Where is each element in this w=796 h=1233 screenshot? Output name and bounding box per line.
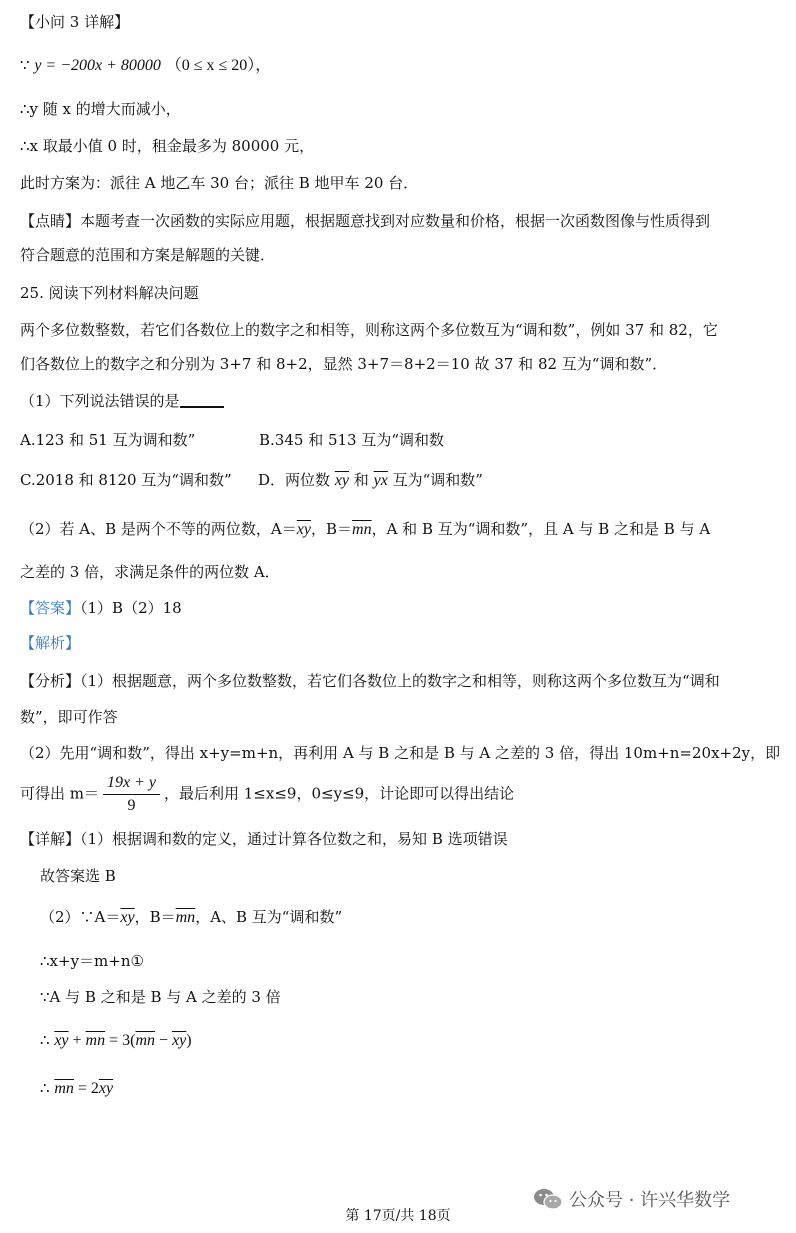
part-1-question (20, 390, 224, 412)
fraction-denominator: 9 (127, 797, 136, 814)
overline-yx: $\overline{yx}$ (373, 472, 388, 489)
answer-tag: 【答案】 (20, 599, 81, 617)
option-c: C.2018 和 8120 互为“调和数” (20, 471, 232, 489)
overline-mn: $\overline{mn}$ (175, 909, 196, 926)
overline-mn: $\overline{mn}$ (135, 1032, 156, 1049)
detail-text-2: ，B＝ (134, 908, 176, 926)
overline-xy: $\overline{xy}$ (54, 1032, 69, 1049)
analysis-text-1: 可得出 m＝ (20, 784, 99, 803)
fraction (103, 772, 160, 817)
equation-line-1 (40, 1029, 192, 1052)
overline-xy: $\overline{xy}$ (172, 1032, 187, 1049)
detail-text-3: ，A、B 互为“调和数” (195, 908, 343, 926)
analysis-line-4 (20, 772, 514, 817)
detail-line-2: 故答案选 B (40, 867, 116, 885)
minus-sign: − (155, 1032, 173, 1049)
part-2-question-line-1 (20, 518, 710, 541)
detail-line-4: ∴x+y＝m+n① (40, 952, 144, 970)
part-2-text-1: （2）若 A、B 是两个不等的两位数，A＝ (20, 520, 297, 538)
analysis-line-2: 数”，即可作答 (20, 708, 118, 726)
function-line (20, 54, 271, 77)
part-2-text-2: ，B＝ (310, 520, 353, 538)
option-a: A.123 和 51 互为调和数” (20, 431, 196, 449)
min-value-line: ∴x 取最小值 0 时，租金最多为 80000 元， (20, 137, 315, 155)
subquestion-3-heading: 【小问 3 详解】 (20, 13, 130, 31)
monotonic-line: ∴y 随 x 的增大而减小， (20, 100, 181, 118)
answer-text: （1）B（2）18 (80, 599, 182, 617)
question-25-title: 25. 阅读下列材料解决问题 (20, 284, 199, 302)
analysis-line-1: 【分析】（1）根据题意，两个多位数整数，若它们各数位上的数字之和相等，则称这两个多位数互为“调和 (20, 672, 720, 690)
equation-line-2 (40, 1077, 113, 1100)
therefore-symbol: ∴ (40, 1031, 55, 1049)
part-2-text-3: ，A 和 B 互为“调和数”，且 A 与 B 之和是 B 与 A (371, 520, 711, 538)
overline-xy: $\overline{xy}$ (296, 521, 311, 538)
detail-line-3 (40, 906, 342, 929)
overline-mn: $\overline{mn}$ (352, 521, 372, 538)
plan-line: 此时方案为：派往 A 地乙车 30 台；派往 B 地甲车 20 台． (20, 174, 419, 192)
fraction-numerator: 19x + y (103, 772, 160, 795)
detail-line-1: 【详解】（1）根据调和数的定义，通过计算各位数之和，易知 B 选项错误 (20, 830, 508, 848)
page-footer: 第 17页/共 18页 (345, 1208, 451, 1224)
function-range: （0 ≤ x ≤ 20）， (165, 57, 272, 74)
comment-line-2: 符合题意的范围和方案是解题的关键． (20, 246, 276, 264)
overline-xy: $\overline{xy}$ (334, 472, 350, 489)
analysis-line-3: （2）先用“调和数”，得出 x+y=m+n，再利用 A 与 B 之和是 B 与 A 之差的 3 倍，得出 10m+n=20x+2y，即 (20, 744, 781, 762)
analysis-tag: 【解析】 (20, 634, 81, 652)
answer-blank (180, 392, 224, 408)
overline-mn: $\overline{mn}$ (54, 1080, 74, 1097)
equals-three: = 3( (105, 1032, 136, 1049)
part-2-question-line-2: 之差的 3 倍，求满足条件的两位数 A． (20, 563, 280, 581)
function-formula: y = −200x + 80000 (34, 57, 161, 74)
plus-sign: + (68, 1032, 86, 1049)
analysis-text-2: ，最后利用 1≤x≤9，0≤y≤9，计论即可以得出结论 (164, 784, 515, 803)
option-b: B.345 和 513 互为“调和数 (259, 431, 445, 449)
material-line-2: 们各数位上的数字之和分别为 3+7 和 8+2，显然 3+7＝8+2＝10 故 37 和 82 互为“调和数”． (20, 355, 668, 373)
material-line-1: 两个多位数整数，若它们各数位上的数字之和相等，则称这两个多位数互为“调和数”，例如 37 和 82，它 (20, 321, 718, 339)
equals-two: = 2 (73, 1080, 99, 1097)
detail-line-5: ∵A 与 B 之和是 B 与 A 之差的 3 倍 (40, 988, 281, 1006)
option-d (258, 469, 483, 492)
answer-line (20, 597, 182, 619)
because-symbol: ∵ (20, 56, 35, 74)
part-1-text: （1）下列说法错误的是 (20, 392, 180, 410)
option-d-text-2: 和 (353, 471, 369, 489)
therefore-symbol: ∴ (40, 1079, 55, 1097)
option-d-text-3: 互为“调和数” (392, 471, 483, 489)
overline-xy: $\overline{xy}$ (98, 1080, 114, 1097)
comment-line-1: 【点睛】本题考查一次函数的实际应用题，根据题意找到对应数量和价格，根据一次函数图像与性质得到 (20, 212, 711, 230)
overline-xy: $\overline{xy}$ (120, 909, 135, 926)
close-paren: ) (186, 1032, 192, 1049)
detail-text-1: （2）∵A＝ (40, 908, 121, 926)
overline-mn: $\overline{mn}$ (85, 1032, 106, 1049)
watermark-text: 公众号 · 许兴华数学 (569, 1190, 731, 1211)
option-d-text-1: D．两位数 (258, 471, 331, 489)
